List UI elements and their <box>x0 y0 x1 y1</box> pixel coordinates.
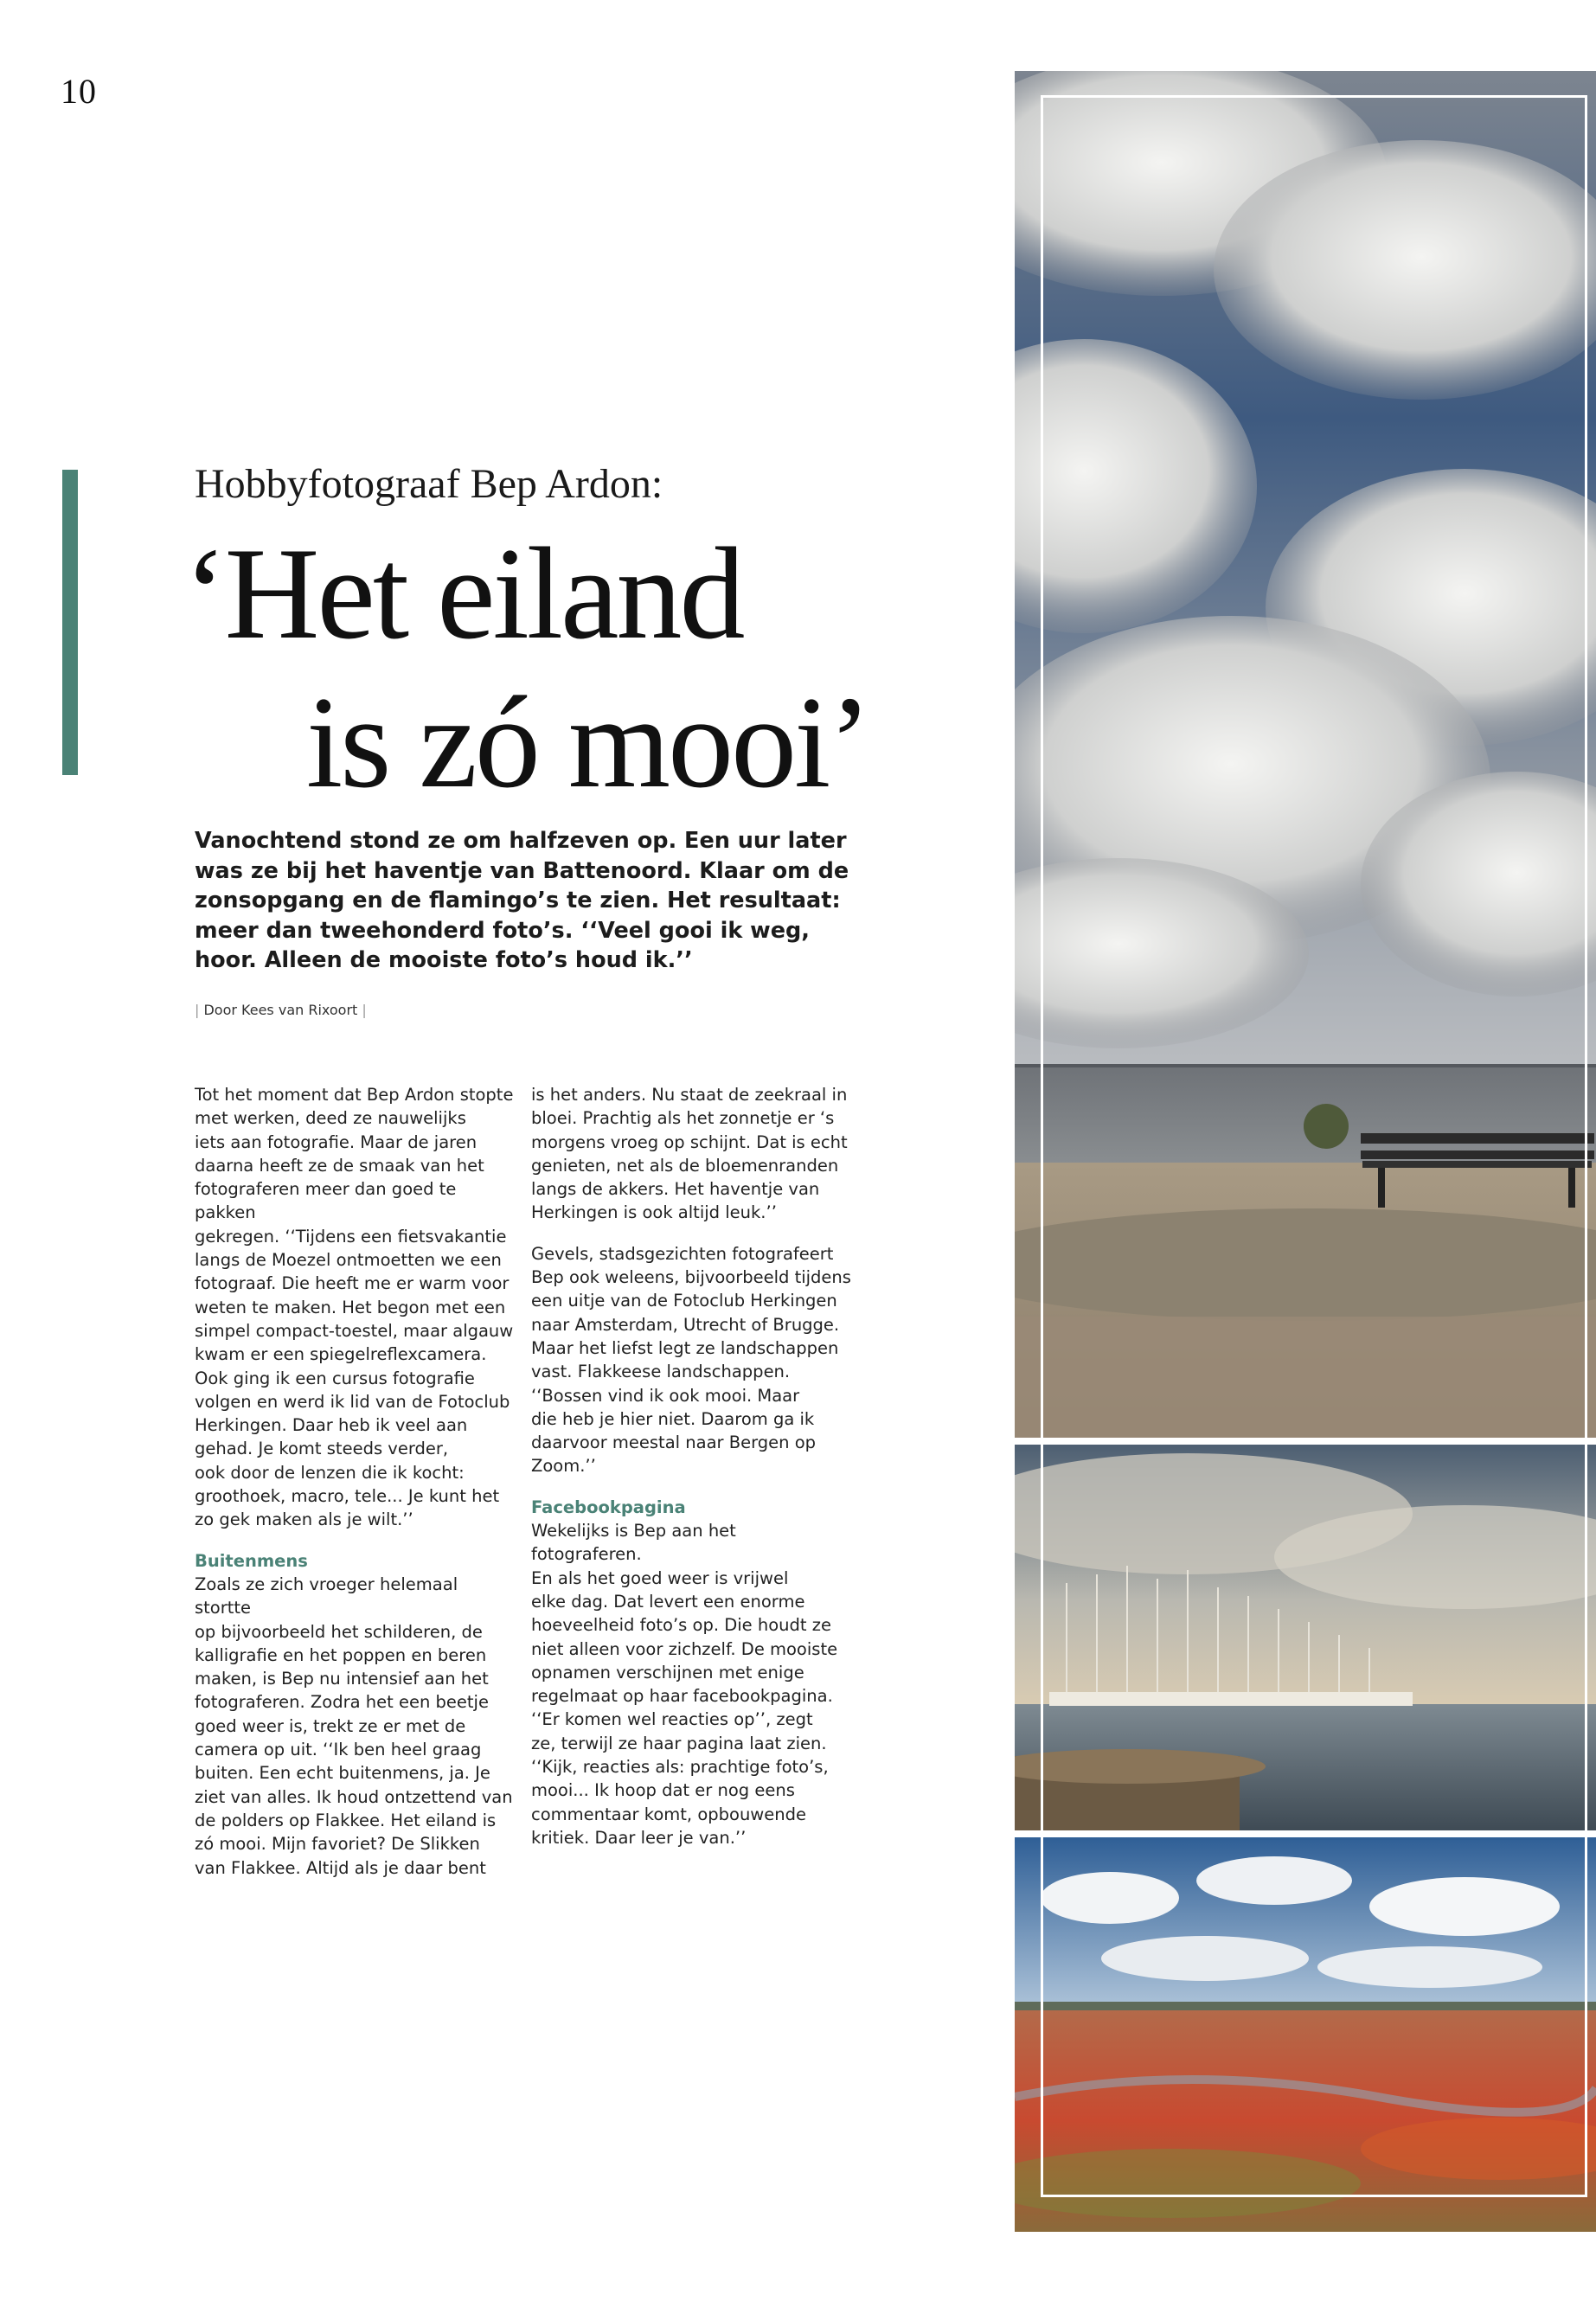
intro-text: Vanochtend stond ze om halfzeven op. Een uur later was ze bij het haventje van Battenoord. Klaar om de zonsopgang en de flamingo’s te zien. Het resultaat: meer dan tweehonderd foto’s. ‘‘Veel gooi ik weg, hoor. Alleen de mooiste foto’s houd ik.’’ <box>195 828 849 973</box>
body-paragraph: Zoals ze zich vroeger helemaal stortte op bijvoorbeeld het schilderen, de kalligrafie en het poppen en beren maken, is Bep nu intensief aan het fotograferen. Zodra het een beetje goed weer is, trekt ze er met de camera op uit. ‘‘Ik ben heel graag buiten. Een echt buitenmens, ja. Je ziet van alles. Ik houd ontzettend van de polders op Flakkee. Het eiland is zó mooi. Mijn favoriet? De Slikken van Flakkee. Altijd als je daar bent <box>195 1574 513 1878</box>
byline-divider-right: | <box>362 1002 367 1018</box>
subheading-facebookpagina: Facebookpagina <box>531 1497 686 1517</box>
byline-divider-left: | <box>195 1002 200 1018</box>
body-paragraph: Wekelijks is Bep aan het fotograferen. En als het goed weer is vrijwel elke dag. Dat levert een enorme hoeveelheid foto’s op. Die houdt ze niet alleen voor zichzelf. De mooiste opnamen verschijnen met enige regelmaat op haar facebookpagina. ‘‘Er komen wel reacties op’’, zegt ze, terwijl ze haar pagina laat zien. ‘‘Kijk, reacties als: prachtige foto’s, mooi... Ik hoop dat er nog eens commentaar komt, opbouwende kritiek. Daar leer je van.’’ <box>531 1521 838 1848</box>
photo-harbour-sailboats <box>1015 1445 1596 1830</box>
page-number: 10 <box>61 72 97 111</box>
body-paragraph: is het anders. Nu staat de zeekraal in bloei. Prachtig als het zonnetje er ‘s morgens vroeg op schijnt. Dat is echt genieten, net als de bloemenranden langs de akkers. Het haventje van Herkingen is ook altijd leuk.’’ <box>531 1085 848 1223</box>
byline-text: Door Kees van Rixoort <box>203 1002 358 1018</box>
body-paragraph: Tot het moment dat Bep Ardon stopte met werken, deed ze nauwelijks iets aan fotografie. Maar de jaren daarna heeft ze de smaak van het fotograferen meer dan goed te pakken gekregen. ‘‘Tijdens een fietsvakantie langs de Moezel ontmoetten we een fotograaf. Die heeft me er warm voor weten te maken. Het begon met een simpel compact-toestel, maar algauw kwam er een spiegelreflexcamera. Ook ging ik een cursus fotografie volgen en werd ik lid van de Fotoclub Herkingen. Daar heb ik veel aan gehad. Je komt steeds verder, ook door de lenzen die ik kocht: groothoek, macro, tele... Je kunt het zo gek maken als je wilt.’’ <box>195 1085 514 1530</box>
accent-bar <box>62 470 78 775</box>
subheading-buitenmens: Buitenmens <box>195 1550 308 1571</box>
body-column-right <box>531 1083 851 1849</box>
article-headline <box>183 519 869 817</box>
article-kicker: Hobbyfotograaf Bep Ardon: <box>195 461 663 507</box>
photo-clouds-bench <box>1015 71 1596 1438</box>
body-column-left <box>195 1083 515 1880</box>
byline <box>195 1002 367 1018</box>
article-intro <box>195 826 878 976</box>
photo-samphire-field <box>1015 1837 1596 2232</box>
body-paragraph: Gevels, stadsgezichten fotografeert Bep ook weleens, bijvoorbeeld tijdens een uitje van de Fotoclub Herkingen naar Amsterdam, Utrecht of Brugge. Maar het liefst legt ze landschappen vast. Flakkeese landschappen. ‘‘Bossen vind ik ook mooi. Maar die heb je hier niet. Daarom ga ik daarvoor meestal naar Bergen op Zoom.’’ <box>531 1243 851 1477</box>
headline-line-1: ‘Het eiland <box>183 521 743 666</box>
headline-line-2: is zó mooi’ <box>306 670 869 815</box>
